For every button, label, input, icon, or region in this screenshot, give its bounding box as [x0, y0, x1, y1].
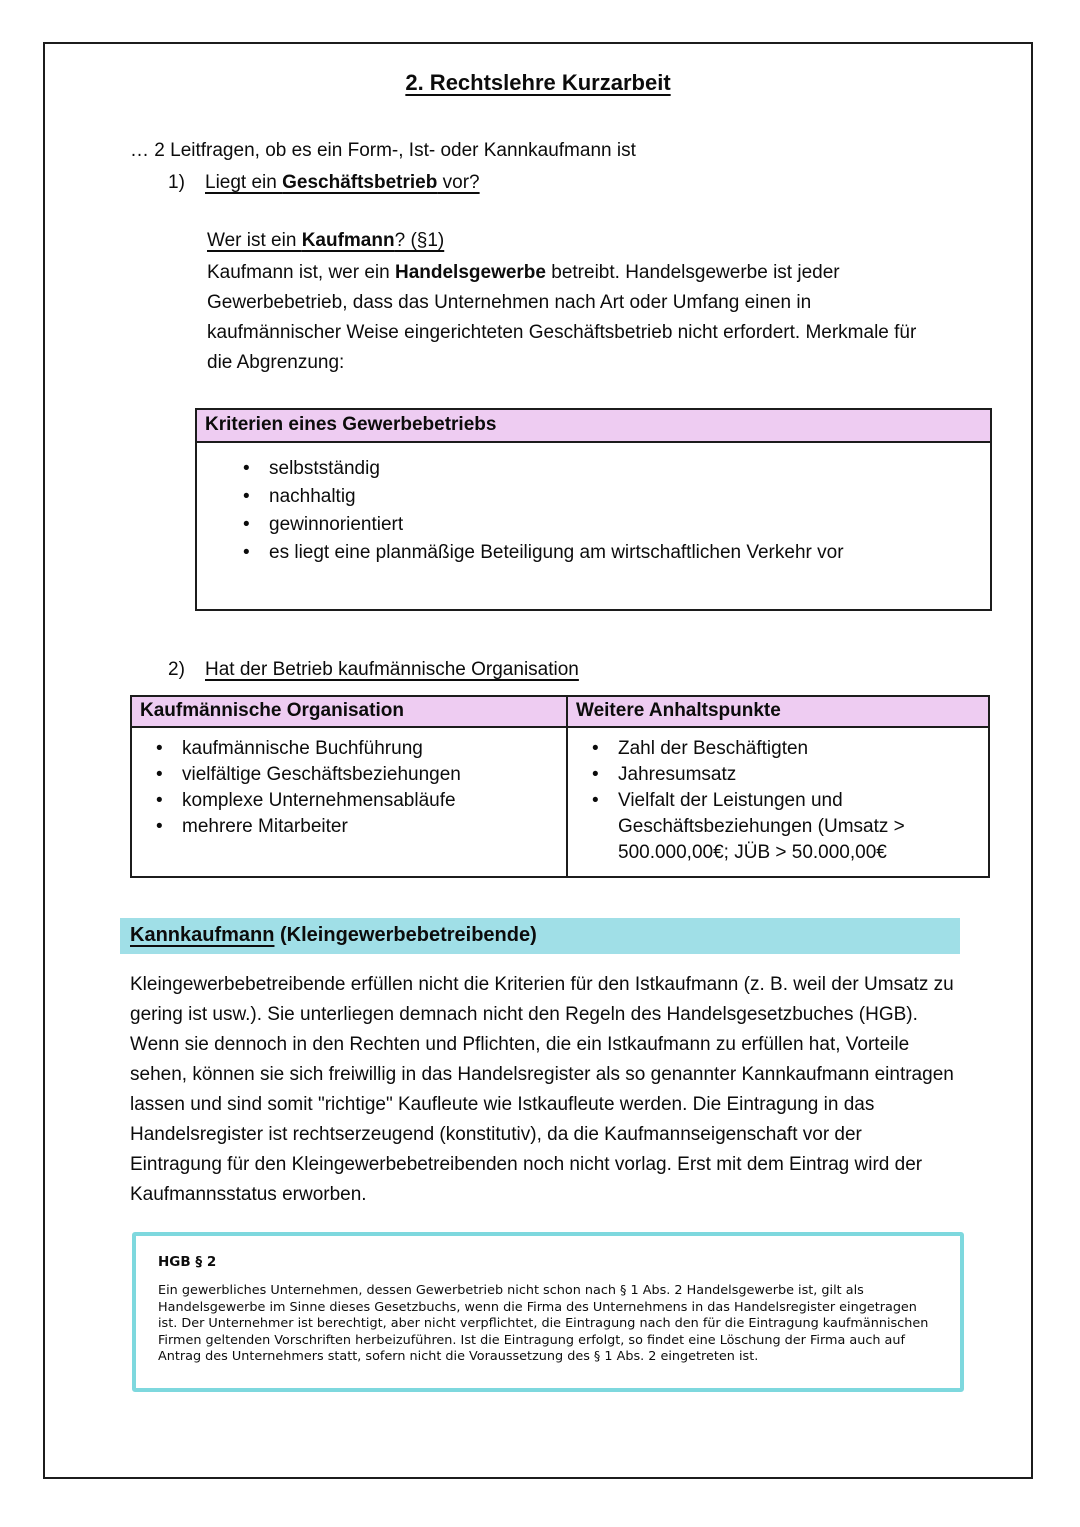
list-item: • gewinnorientiert [269, 511, 990, 539]
kaufmann-paragraph-bold: Handelsgewerbe [394, 262, 546, 283]
organisation-list [132, 736, 560, 840]
list-item: • selbstständig [269, 455, 990, 483]
list-item: • komplexe Unternehmensabläufe [182, 788, 560, 814]
organisation-table-header-right: Weitere Anhaltspunkte [567, 696, 989, 727]
organisation-table-header-left: Kaufmännische Organisation [131, 696, 567, 727]
kaufmann-subheading-bold: Kaufmann [301, 230, 395, 251]
list-item: • nachhaltig [269, 483, 990, 511]
kaufmann-subheading-post: ? (§1) [394, 230, 445, 251]
organisation-table-header-row [131, 696, 989, 727]
question-1-number: 1) [168, 172, 185, 193]
list-item: • kaufmännische Buchführung [182, 736, 560, 762]
organisation-table-cell-left [131, 727, 567, 877]
question-1-post: vor? [437, 172, 480, 193]
question-2-text: Hat der Betrieb kaufmännische Organisation [205, 659, 579, 680]
question-1 [168, 172, 1031, 194]
kaufmann-subheading-text [207, 230, 444, 251]
kriterien-table-header: Kriterien eines Gewerbebetriebs [197, 410, 990, 443]
kannkaufmann-paragraph: Kleingewerbebetreibende erfüllen nicht die Kriterien für den Istkaufmann (z. B. weil der Umsatz zu gering ist usw.). Sie unterliegen demnach nicht den Regeln des Handelsgesetzbuches (HGB). Wenn sie dennoch in den Rechten und Pflichten, die ein Istkaufmann zu erfüllen hat, Vorteile sehen, können sie sich freiwillig in das Handelsregister als so genannter Kannkaufmann eintragen lassen und sind somit "richtige" Kaufleute wie Istkaufleute werden. Die Eintragung in das Handelsregister ist rechtserzeugend (konstitutiv), da die Kaufmannseigenschaft vor der Eintragung für den Kleingewerbebetreibenden noch nicht vorlag. Erst mit dem Eintrag wird der Kaufmannsstatus erworben. [130, 974, 954, 1205]
kannkaufmann-heading [120, 918, 960, 954]
page-title-text: 2. Rechtslehre Kurzarbeit [405, 70, 671, 95]
page-title [45, 70, 1031, 96]
organisation-table-body-row [131, 727, 989, 877]
kannkaufmann-heading-underlined: Kannkaufmann [130, 924, 275, 946]
hgb-box-body: Ein gewerbliches Unternehmen, dessen Gewerbetrieb nicht schon nach § 1 Abs. 2 Handelsgewerbe ist, gilt als Handelsgewerbe im Sinne dieses Gesetzbuchs, wenn die Firma des Unternehmens in das Handelsregister eingetragen ist. Der Unternehmer ist berechtigt, aber nicht verpflichtet, die Eintragung nach den für die Eintragung kaufmännischen Firmen geltenden Vorschriften herbeizuführen. Ist die Eintragung erfolgt, so findet eine Löschung der Firma auch auf Antrag des Unternehmers statt, sofern nicht die Voraussetzung des § 1 Abs. 2 eingetreten ist. [158, 1283, 929, 1364]
intro-line: … 2 Leitfragen, ob es ein Form-, Ist- oder Kannkaufmann ist [130, 140, 636, 161]
list-item: • es liegt eine planmäßige Beteiligung am wirtschaftlichen Verkehr vor [269, 539, 990, 567]
list-item: • Vielfalt der Leistungen und Geschäftsbeziehungen (Umsatz > 500.000,00€; JÜB > 50.000,00€ [618, 788, 982, 866]
kaufmann-paragraph-post: betreibt. Handelsgewerbe ist jeder Gewerbebetrieb, dass das Unternehmen nach Art oder Umfang einen in kaufmännischer Weise eingerichteten Geschäftsbetrieb nicht erfordert. Merkmale für die Abgrenzung: [207, 262, 917, 373]
question-1-pre: Liegt ein [205, 172, 283, 193]
kaufmann-subheading-pre: Wer ist ein [207, 230, 302, 251]
question-1-bold: Geschäftsbetrieb [282, 172, 438, 193]
kannkaufmann-heading-rest: (Kleingewerbebetreibende) [274, 924, 537, 946]
question-2 [168, 659, 1031, 681]
list-item: • mehrere Mitarbeiter [182, 814, 560, 840]
kaufmann-paragraph-pre: Kaufmann ist, wer ein [207, 262, 395, 283]
kriterien-table [195, 408, 992, 611]
list-item: • vielfältige Geschäftsbeziehungen [182, 762, 560, 788]
hgb-box-title: HGB § 2 [158, 1254, 217, 1270]
organisation-table [130, 695, 990, 878]
list-item: • Zahl der Beschäftigten [618, 736, 982, 762]
kaufmann-paragraph [207, 258, 919, 378]
kriterien-list [197, 455, 990, 567]
list-item: • Jahresumsatz [618, 762, 982, 788]
organisation-table-cell-right [567, 727, 989, 877]
page-border-frame [43, 42, 1033, 1479]
question-1-text [205, 172, 480, 193]
question-2-number: 2) [168, 659, 185, 680]
anhaltspunkte-list [568, 736, 982, 866]
kaufmann-subheading [207, 230, 1031, 252]
hgb-law-box [132, 1232, 964, 1392]
